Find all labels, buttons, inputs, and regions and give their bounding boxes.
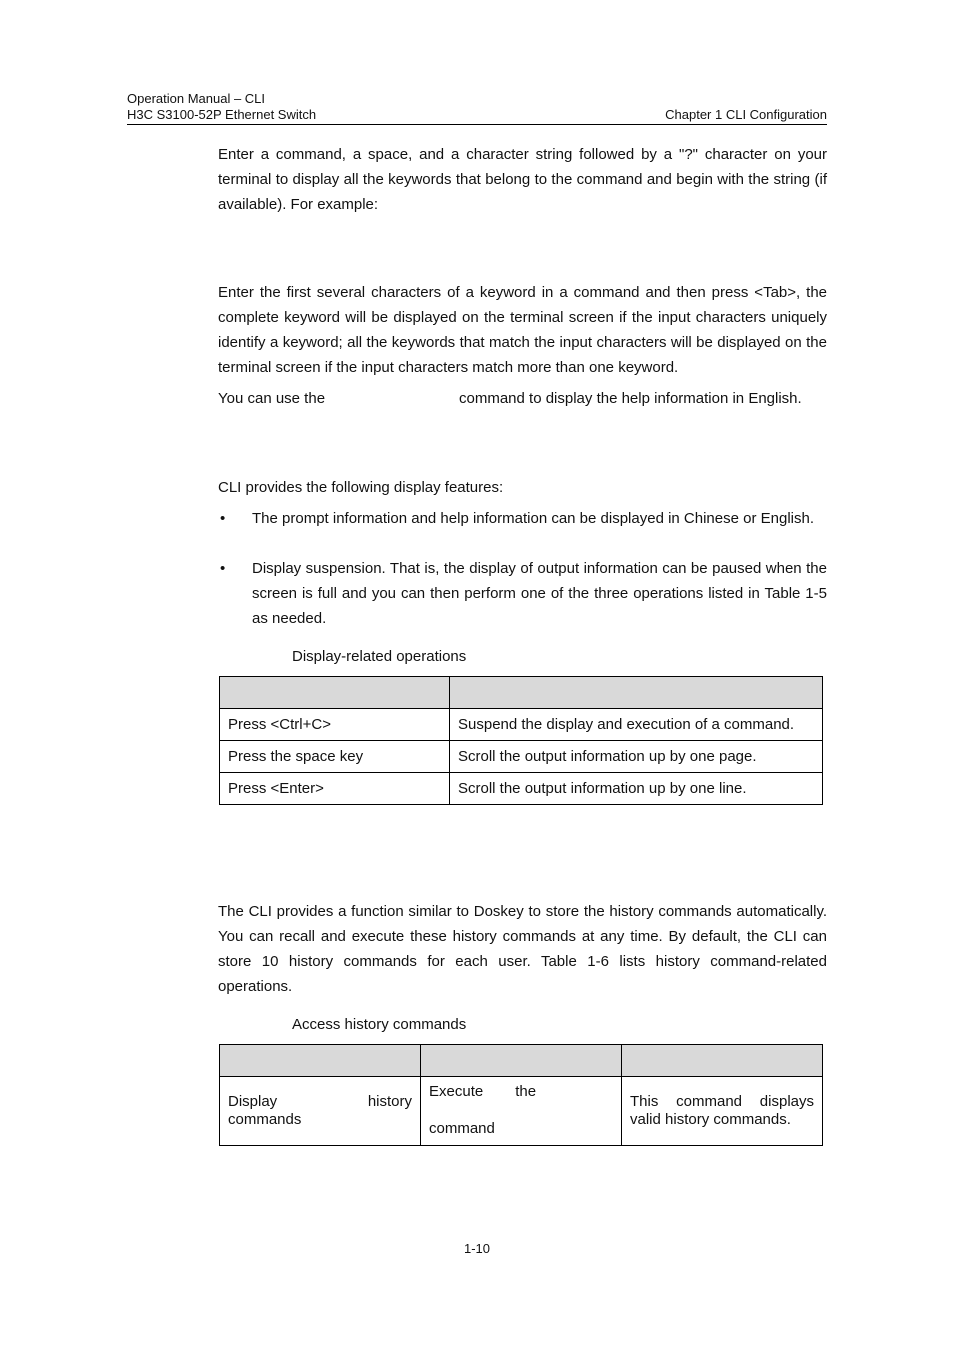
- cell-word: the: [515, 1083, 537, 1100]
- table-header-row: [220, 1045, 823, 1077]
- table-cell: [421, 1077, 622, 1146]
- table-cell: Scroll the output information up by one page.: [450, 741, 823, 773]
- table-row: [220, 741, 823, 773]
- paragraph-tab-completion: Enter the first several characters of a keyword in a command and then press <Tab>, the complete keyword will be displayed on the terminal screen if the input characters uniquely identify a keyword; all the keywords that match the input characters will be displayed on the terminal screen if the input characters match more than one keyword.: [218, 284, 827, 376]
- table-cell: [220, 1077, 421, 1146]
- table-cell: Press <Enter>: [220, 773, 450, 805]
- header-cell: [220, 677, 450, 709]
- cell-word: history: [367, 1093, 412, 1110]
- table-caption: Access history commands: [292, 1016, 467, 1033]
- bullet-dot: •: [220, 560, 226, 577]
- display-operations-table: [219, 676, 823, 805]
- header-cell: [622, 1045, 823, 1077]
- cell-line: [429, 1083, 613, 1101]
- table-cell: Suspend the display and execution of a command.: [450, 709, 823, 741]
- cell-line: commands: [228, 1111, 302, 1128]
- header-cell: [450, 677, 823, 709]
- header-second-line: [127, 107, 827, 123]
- table-cell: Scroll the output information up by one line.: [450, 773, 823, 805]
- header-cell: [421, 1045, 622, 1077]
- table-row: [220, 709, 823, 741]
- paragraph-display-features: CLI provides the following display features:: [218, 479, 504, 496]
- header-rule: [127, 124, 827, 125]
- paragraph-history-commands: The CLI provides a function similar to Doskey to store the history commands automatically. You can recall and execute these history commands at any time. By default, the CLI can store 10 history commands for each user. Table 1-6 lists history command-related operations.: [218, 903, 827, 995]
- table-cell: This command displays valid history commands.: [622, 1077, 823, 1146]
- manual-title: Operation Manual – CLI: [127, 91, 266, 106]
- running-header: [127, 91, 827, 123]
- table-row: [220, 1077, 823, 1146]
- history-commands-table: [219, 1044, 823, 1146]
- table-row: [220, 773, 823, 805]
- bullet-text: The prompt information and help information can be displayed in Chinese or English.: [252, 510, 814, 527]
- table-cell: Press <Ctrl+C>: [220, 709, 450, 741]
- table-caption: Display-related operations: [292, 648, 467, 665]
- bullet-dot: •: [220, 510, 226, 527]
- product-name: H3C S3100-52P Ethernet Switch: [127, 107, 317, 122]
- table-header-row: [220, 677, 823, 709]
- cell-line: command: [429, 1120, 495, 1137]
- header-cell: [220, 1045, 421, 1077]
- chapter-title: Chapter 1 CLI Configuration: [665, 107, 827, 122]
- cell-word: Display: [228, 1093, 278, 1110]
- table-cell: Press the space key: [220, 741, 450, 773]
- cell-line: [228, 1093, 412, 1111]
- page-number: 1-10: [463, 1241, 491, 1256]
- cell-word: Execute: [429, 1083, 484, 1100]
- paragraph-language-command: [218, 386, 827, 411]
- language-command-tail: command to display the help information in English.: [459, 390, 802, 407]
- language-command-lead: You can use the: [218, 390, 326, 407]
- bullet-text: Display suspension. That is, the display of output information can be paused when the screen is full and you can then perform one of the three operations listed in Table 1-5 as needed.: [252, 560, 827, 627]
- paragraph-keyword-help: Enter a command, a space, and a character string followed by a "?" character on your terminal to display all the keywords that belong to the command and begin with the string (if available). For example:: [218, 146, 827, 213]
